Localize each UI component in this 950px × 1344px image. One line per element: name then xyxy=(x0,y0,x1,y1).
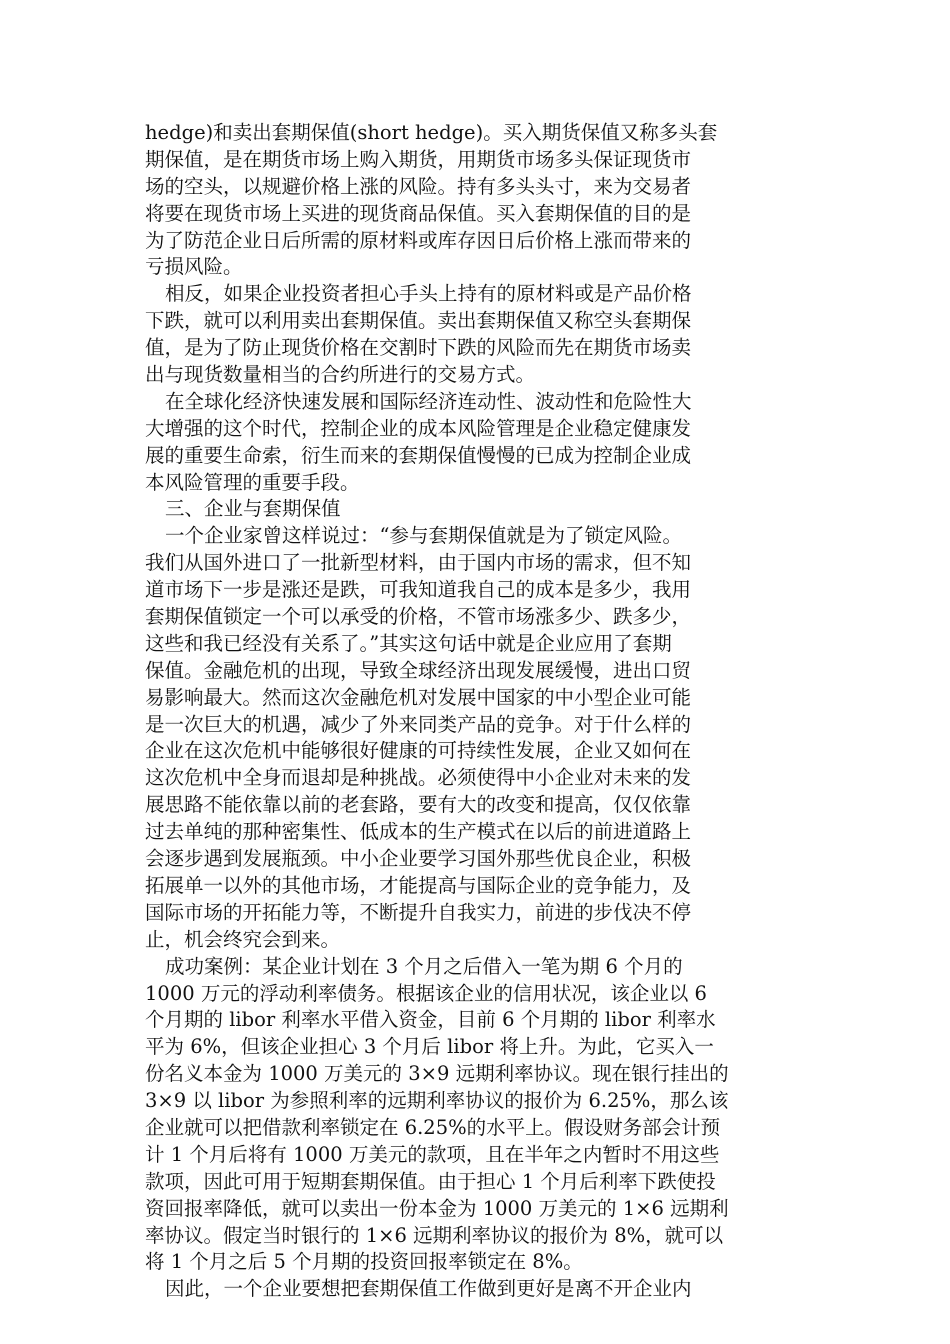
text-line: 拓展单一以外的其他市场，才能提高与国际企业的竞争能力，及 xyxy=(145,873,692,897)
text-line: 易影响最大。然而这次金融危机对发展中国家的中小型企业可能 xyxy=(145,685,692,709)
text-line: 相反，如果企业投资者担心手头上持有的原材料或是产品价格 xyxy=(165,282,692,306)
text-line: 是一次巨大的机遇，减少了外来同类产品的竞争。对于什么样的 xyxy=(145,712,692,736)
text-line: 企业就可以把借款利率锁定在 6.25%的水平上。假设财务部会计预 xyxy=(145,1115,721,1139)
text-line: 亏损风险。 xyxy=(145,255,243,279)
text-line: 会逐步遇到发展瓶颈。中小企业要学习国外那些优良企业，积极 xyxy=(145,847,692,871)
text-line: 我们从国外进口了一批新型材料，由于国内市场的需求，但不知 xyxy=(145,551,692,575)
text-line: 下跌，就可以利用卖出套期保值。卖出套期保值又称空头套期保 xyxy=(145,309,692,333)
text-line: 将 1 个月之后 5 个月期的投资回报率锁定在 8%。 xyxy=(145,1250,583,1274)
text-line: 成功案例：某企业计划在 3 个月之后借入一笔为期 6 个月的 xyxy=(165,954,683,978)
text-line: 出与现货数量相当的合约所进行的交易方式。 xyxy=(145,363,536,387)
text-line: 大增强的这个时代，控制企业的成本风险管理是企业稳定健康发 xyxy=(145,416,692,440)
text-line: 将要在现货市场上买进的现货商品保值。买入套期保值的目的是 xyxy=(145,201,692,225)
text-line: 展思路不能依靠以前的老套路，要有大的改变和提高，仅仅依靠 xyxy=(145,793,692,817)
text-line: hedge)和卖出套期保值(short hedge)。买入期货保值又称多头套 xyxy=(145,121,718,144)
document-body xyxy=(145,120,810,1303)
text-line: 展的重要生命索，衍生而来的套期保值慢慢的已成为控制企业成 xyxy=(145,443,692,467)
text-line: 套期保值锁定一个可以承受的价格，不管市场涨多少、跌多少， xyxy=(145,605,692,629)
text-line: 过去单纯的那种密集性、低成本的生产模式在以后的前进道路上 xyxy=(145,820,692,844)
text-line: 期保值，是在期货市场上购入期货，用期货市场多头保证现货市 xyxy=(145,147,692,171)
text-line: 一个企业家曾这样说过：“参与套期保值就是为了锁定风险。 xyxy=(165,524,682,548)
text-line: 企业在这次危机中能够很好健康的可持续性发展，企业又如何在 xyxy=(145,739,692,763)
text-line: 3×9 以 libor 为参照利率的远期利率协议的报价为 6.25%，那么该 xyxy=(145,1089,729,1113)
text-line: 平为 6%，但该企业担心 3 个月后 libor 将上升。为此，它买入一 xyxy=(145,1035,714,1059)
text-line: 场的空头，以规避价格上涨的风险。持有多头头寸，来为交易者 xyxy=(145,174,692,198)
text-line: 计 1 个月后将有 1000 万美元的款项，且在半年之内暂时不用这些 xyxy=(145,1142,720,1166)
text-line: 资回报率降低，就可以卖出一份本金为 1000 万美元的 1×6 远期利 xyxy=(145,1196,729,1220)
text-line: 款项，因此可用于短期套期保值。由于担心 1 个月后利率下跌使投 xyxy=(145,1169,716,1193)
text-line: 这些和我已经没有关系了。”其实这句话中就是企业应用了套期 xyxy=(145,631,672,655)
text-line: 道市场下一步是涨还是跌，可我知道我自己的成本是多少，我用 xyxy=(145,578,692,602)
text-line: 三、企业与套期保值 xyxy=(165,497,341,521)
text-line: 保值。金融危机的出现，导致全球经济出现发展缓慢，进出口贸 xyxy=(145,658,692,682)
text-line: 国际市场的开拓能力等，不断提升自我实力，前进的步伐决不停 xyxy=(145,900,692,924)
text-line: 本风险管理的重要手段。 xyxy=(145,470,360,494)
text-line: 为了防范企业日后所需的原材料或库存因日后价格上涨而带来的 xyxy=(145,228,692,252)
text-line: 止，机会终究会到来。 xyxy=(145,927,341,951)
text-line: 1000 万元的浮动利率债务。根据该企业的信用状况，该企业以 6 xyxy=(145,981,707,1005)
text-line: 率协议。假定当时银行的 1×6 远期利率协议的报价为 8%，就可以 xyxy=(145,1223,724,1247)
text-line: 在全球化经济快速发展和国际经济连动性、波动性和危险性大 xyxy=(165,389,692,413)
text-line: 个月期的 libor 利率水平借入资金，目前 6 个月期的 libor 利率水 xyxy=(145,1008,716,1032)
text-line: 因此，一个企业要想把套期保值工作做到更好是离不开企业内 xyxy=(165,1277,692,1301)
text-line: 份名义本金为 1000 万美元的 3×9 远期利率协议。现在银行挂出的 xyxy=(145,1062,729,1086)
text-line: 值，是为了防止现货价格在交割时下跌的风险而先在期货市场卖 xyxy=(145,336,692,360)
text-line: 这次危机中全身而退却是种挑战。必须使得中小企业对未来的发 xyxy=(145,766,692,790)
